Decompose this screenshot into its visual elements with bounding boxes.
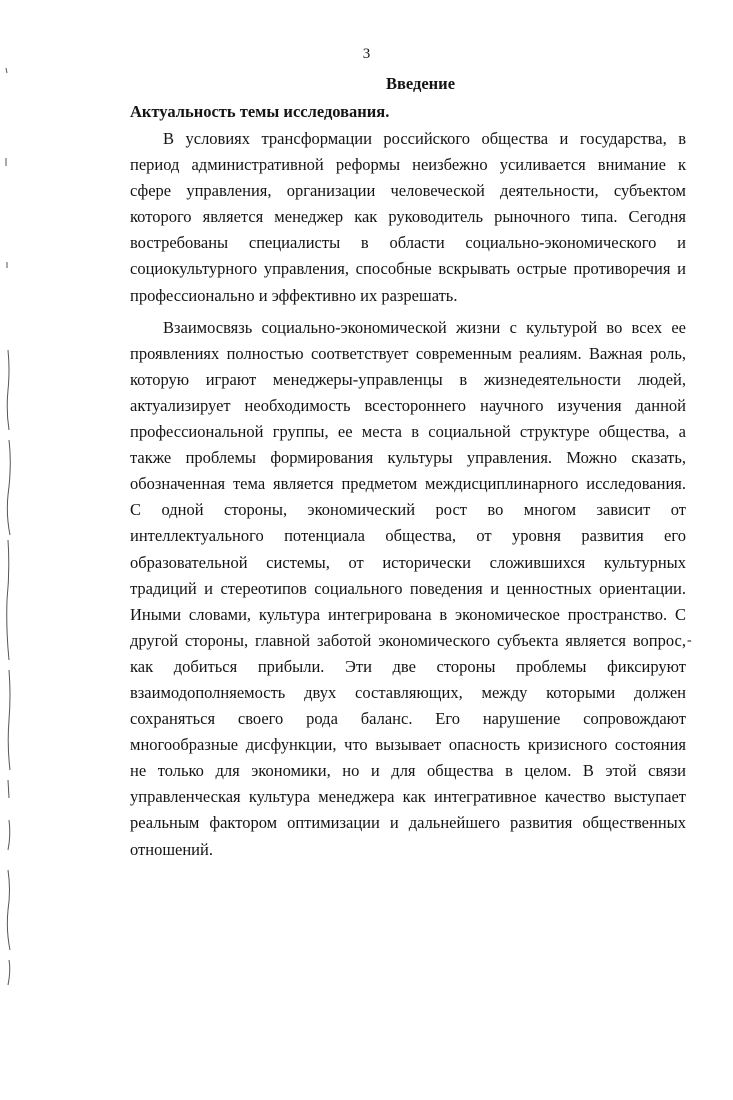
section-title: Введение <box>385 74 456 93</box>
text-line: С одной стороны, экономический рост во многом зависит от <box>130 500 686 520</box>
text-line: интеллектуального потенциала общества, от уровня развития его <box>130 526 686 546</box>
text-line: социокультурного управления, способные вскрывать острые противоречия и <box>130 259 686 279</box>
scan-margin-artifacts <box>0 0 22 1100</box>
text-line: сфере управления, организации человеческой деятельности, субъектом <box>130 181 686 201</box>
text-line: реальным фактором оптимизации и дальнейшего развития общественных <box>130 813 686 833</box>
paragraph-2 <box>130 315 686 863</box>
text-line: Иными словами, культура интегрирована в экономическое пространство. С <box>130 604 686 624</box>
text-line: многообразные дисфункции, что вызывает опасность кризисного состояния <box>130 735 686 755</box>
text-line: которую играют менеджеры-управленцы в жизнедеятельности людей, <box>130 369 686 389</box>
text-line: проявлениях полностью соответствует современным реалиям. Важная роль, <box>130 343 686 363</box>
text-line: которого является менеджер как руководитель рыночного типа. Сегодня <box>130 207 686 227</box>
text-line: В условиях трансформации российского общества и государства, в <box>163 129 686 148</box>
text-line: традиций и стереотипов социального поведения и ценностных ориентации. <box>130 578 686 598</box>
text-line: сохраняться своего рода баланс. Его нарушение сопровождают <box>130 709 686 729</box>
text-line: образовательной системы, от исторически сложившихся культурных <box>130 552 686 572</box>
page-number: 3 <box>362 46 371 62</box>
text-line: взаимодополняемость двух составляющих, между которыми должен <box>130 682 686 702</box>
text-line: отношений. <box>130 839 213 859</box>
text-line: другой стороны, главной заботой экономического субъекта является вопрос, <box>130 630 686 650</box>
text-line: как добиться прибыли. Эти две стороны проблемы фиксируют <box>130 656 686 676</box>
paragraph-1 <box>130 126 686 309</box>
text-line: управленческая культура менеджера как интегративное качество выступает <box>130 787 686 807</box>
text-line: Взаимосвязь социально-экономической жизни с культурой во всех ее <box>163 317 686 337</box>
text-line: актуализирует необходимость всестороннего научного изучения данной <box>130 395 686 415</box>
text-line: не только для экономики, но и для общества в целом. В этой связи <box>130 761 686 781</box>
text-line: также проблемы формирования культуры управления. Можно сказать, <box>130 448 686 468</box>
text-line: востребованы специалисты в области социально-экономического и <box>130 233 686 253</box>
text-line: профессионально и эффективно их разрешать. <box>130 285 458 305</box>
text-line: период административной реформы неизбежно усиливается внимание к <box>130 155 686 175</box>
scan-mark: - <box>687 633 692 648</box>
text-line: профессиональной группы, ее места в социальной структуре общества, а <box>130 422 686 442</box>
text-line: обозначенная тема является предметом междисциплинарного исследования. <box>130 474 686 494</box>
body-text <box>130 126 686 863</box>
subsection-title: Актуальность темы исследования. <box>130 102 390 121</box>
